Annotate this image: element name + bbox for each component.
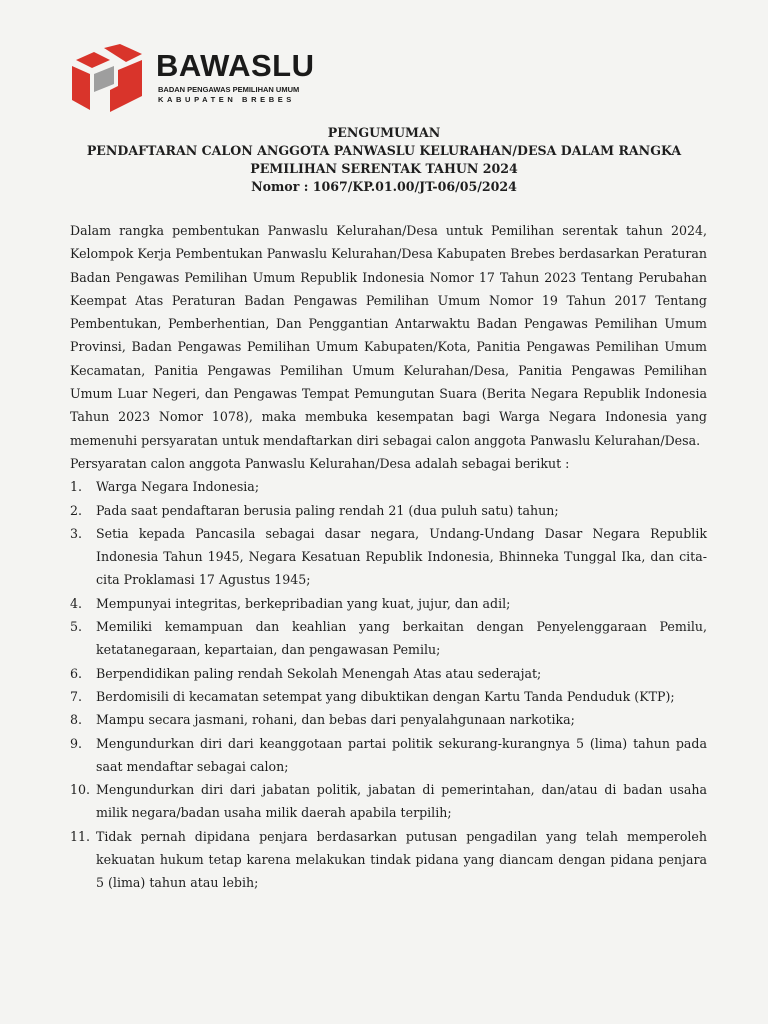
item-text: Memiliki kemampuan dan keahlian yang berkaitan dengan Penyelenggaraan Pemilu, ketatanegaraan, kepartaian, dan pengawasan Pemilu; (96, 619, 707, 658)
heading-line-2: PEMILIHAN SERENTAK TAHUN 2024 (250, 161, 518, 176)
list-item (70, 662, 707, 685)
item-text: Mengundurkan diri dari jabatan politik, jabatan di pemerintahan, dan/atau di badan usaha milik negara/badan usaha milik daerah apabila terpilih; (96, 782, 707, 821)
item-number: 4. (70, 595, 83, 611)
item-number: 11. (70, 828, 91, 844)
item-number: 7. (70, 688, 83, 704)
item-number: 2. (70, 502, 83, 518)
item-text: Setia kepada Pancasila sebagai dasar negara, Undang-Undang Dasar Negara Republik Indonesia Tahun 1945, Negara Kesatuan Republik Indonesia, Bhinneka Tunggal Ika, dan cita-cita Proklamasi 17 Agustus 1945; (96, 525, 707, 588)
requirements-list (70, 475, 707, 894)
emblem-top-left (76, 52, 110, 68)
item-number: 9. (70, 735, 83, 751)
item-text: Mengundurkan diri dari keanggotaan partai politik sekurang-kurangnya 5 (lima) tahun pada saat mendaftar sebagai calon; (96, 735, 707, 774)
list-item (70, 778, 707, 825)
item-number: 8. (70, 712, 83, 728)
item-number: 6. (70, 665, 83, 681)
heading-number: Nomor : 1067/KP.01.00/JT-06/05/2024 (251, 179, 517, 194)
list-item (70, 592, 707, 615)
item-text: Berpendidikan paling rendah Sekolah Menengah Atas atau sederajat; (96, 665, 542, 681)
emblem-grey-block (94, 66, 114, 92)
list-item (70, 475, 707, 498)
announcement-body (70, 219, 707, 895)
item-number: 1. (70, 479, 83, 495)
list-item (70, 732, 707, 779)
item-text: Berdomisili di kecamatan setempat yang dibuktikan dengan Kartu Tanda Penduduk (KTP); (96, 688, 675, 704)
logo-subtitle: BADAN PENGAWAS PEMILIHAN UMUM (158, 85, 300, 94)
list-item (70, 685, 707, 708)
intro-paragraph: Dalam rangka pembentukan Panwaslu Kelurahan/Desa untuk Pemilihan serentak tahun 2024, Kelompok Kerja Pembentukan Panwaslu Kelurahan/Desa Kabupaten Brebes berdasarkan Peraturan Badan Pengawas Pemilihan Umum Republik Indonesia Nomor 17 Tahun 2023 Tentang Perubahan Keempat Atas Peraturan Badan Pengawas Pemilihan Umum Nomor 19 Tahun 2017 Tentang Pembentukan, Pemberhentian, Dan Penggantian Antarwaktu Badan Pengawas Pemilihan Umum Provinsi, Badan Pengawas Pemilihan Umum Kabupaten/Kota, Panitia Pengawas Pemilihan Umum Kecamatan, Panitia Pengawas Pemilihan Umum Kelurahan/Desa, Panitia Pengawas Pemilihan Umum Luar Negeri, dan Pengawas Tempat Pemungutan Suara (Berita Negara Republik Indonesia Tahun 2023 Nomor 1078), maka membuka kesempatan bagi Warga Negara Indonesia yang memenuhi persyaratan untuk mendaftarkan diri sebagai calon anggota Panwaslu Kelurahan/Desa. (70, 223, 707, 448)
list-item (70, 522, 707, 592)
emblem-top-right (104, 44, 142, 62)
item-text: Warga Negara Indonesia; (96, 479, 260, 495)
list-item (70, 615, 707, 662)
logo-region: KABUPATEN BREBES (158, 95, 295, 104)
item-number: 5. (70, 619, 83, 635)
bawaslu-emblem-icon (70, 44, 146, 114)
list-item (70, 825, 707, 895)
item-number: 3. (70, 525, 83, 541)
item-text: Mempunyai integritas, berkepribadian yang kuat, jujur, dan adil; (96, 595, 511, 611)
list-item (70, 708, 707, 731)
requirements-intro: Persyaratan calon anggota Panwaslu Kelurahan/Desa adalah sebagai berikut : (70, 455, 570, 471)
item-number: 10. (70, 782, 91, 798)
item-text: Mampu secara jasmani, rohani, dan bebas dari penyalahgunaan narkotika; (96, 712, 575, 728)
logo-brand: BAWASLU (156, 48, 315, 83)
heading-title: PENGUMUMAN (327, 125, 441, 140)
bawaslu-logo (70, 44, 330, 114)
item-text: Pada saat pendaftaran berusia paling rendah 21 (dua puluh satu) tahun; (96, 502, 559, 518)
item-text: Tidak pernah dipidana penjara berdasarkan putusan pengadilan yang telah memperoleh kekuatan hukum tetap karena melakukan tindak pidana yang diancam dengan pidana penjara 5 (lima) tahun atau lebih; (96, 828, 707, 891)
list-item (70, 499, 707, 522)
emblem-right-face (110, 60, 142, 112)
announcement-heading (60, 124, 708, 196)
heading-line-1: PENDAFTARAN CALON ANGGOTA PANWASLU KELURAHAN/DESA DALAM RANGKA (86, 143, 682, 158)
emblem-left-face (72, 66, 90, 110)
